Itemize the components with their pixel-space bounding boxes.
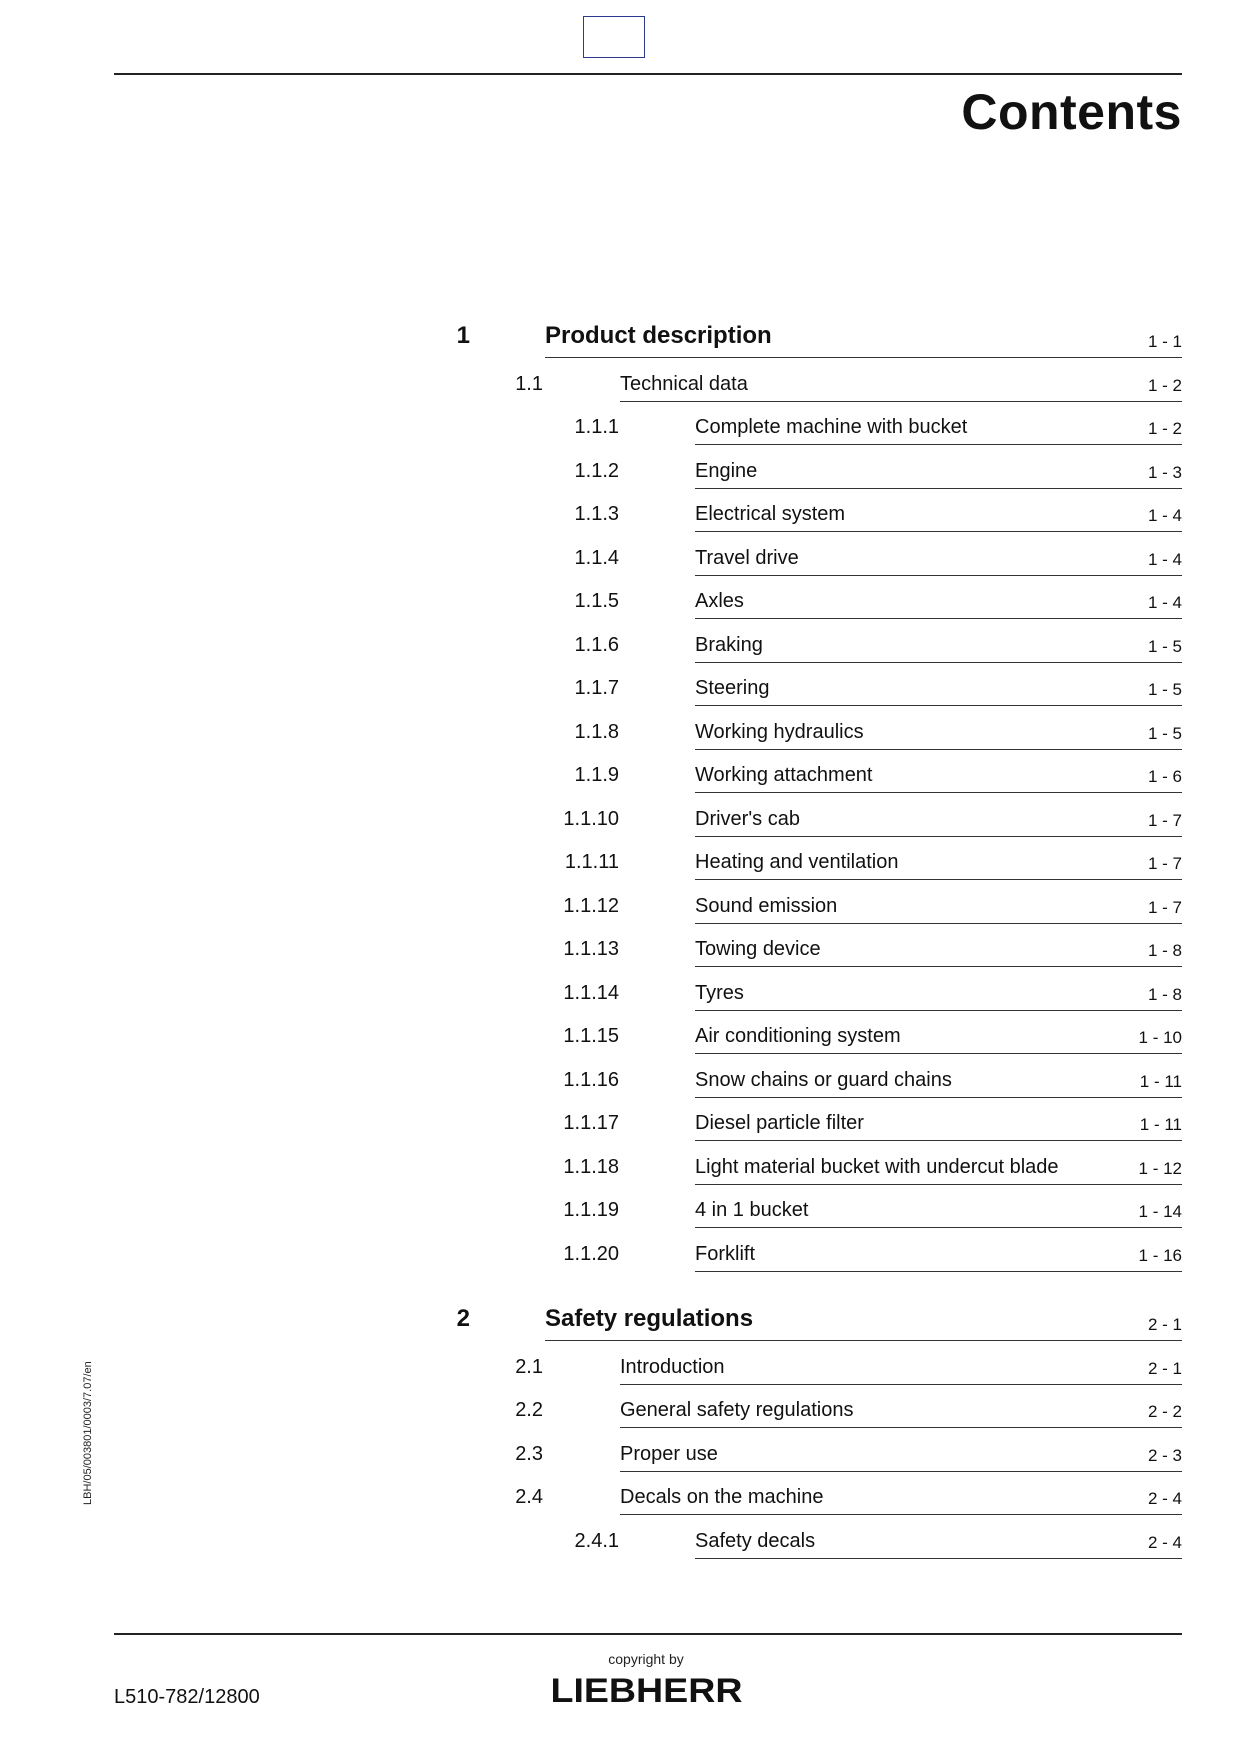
toc-entry-number: 2.4.1 xyxy=(574,1530,619,1552)
toc-entry-page: 2 - 1 xyxy=(1147,1359,1182,1378)
copyright-text: copyright by xyxy=(608,1651,684,1667)
toc-entry-title[interactable]: Safety regulations xyxy=(545,1305,754,1332)
toc-entry-title[interactable]: Snow chains or guard chains xyxy=(695,1069,952,1091)
toc-entry-title[interactable]: Travel drive xyxy=(695,547,799,569)
toc-entry-number: 1.1.8 xyxy=(574,721,619,743)
toc-entry-underline xyxy=(695,488,1182,489)
toc-entry[interactable] xyxy=(0,362,1240,406)
toc-entry[interactable] xyxy=(0,884,1240,928)
toc-entry-title[interactable]: Axles xyxy=(695,590,744,612)
toc-entry-page: 1 - 6 xyxy=(1147,767,1182,786)
document-code: LBH/05/003801/0003/7.07/en xyxy=(82,1361,94,1505)
toc-entry-underline xyxy=(620,1427,1182,1428)
toc-entry-page: 1 - 5 xyxy=(1147,724,1182,743)
toc-entry-page: 1 - 16 xyxy=(1138,1246,1182,1265)
toc-entry-page: 1 - 11 xyxy=(1139,1115,1182,1134)
toc-entry-title[interactable]: Braking xyxy=(695,634,763,656)
toc-entry-number: 1.1.3 xyxy=(574,503,619,525)
toc-entry-underline xyxy=(695,1053,1182,1054)
toc-entry-number: 1.1.15 xyxy=(563,1025,619,1047)
toc-entry[interactable] xyxy=(0,1058,1240,1102)
toc-entry[interactable] xyxy=(0,666,1240,710)
toc-entry-underline xyxy=(695,1097,1182,1098)
toc-entry-underline xyxy=(695,792,1182,793)
toc-entry[interactable] xyxy=(0,1014,1240,1058)
toc-entry-page: 1 - 4 xyxy=(1147,550,1182,569)
toc-entry-page: 1 - 2 xyxy=(1147,419,1182,438)
toc-entry-number: 1.1.16 xyxy=(563,1069,619,1091)
toc-entry-page: 1 - 7 xyxy=(1147,854,1182,873)
toc-entry-title[interactable]: Working hydraulics xyxy=(695,721,864,743)
toc-entry[interactable] xyxy=(0,492,1240,536)
toc-entry-page: 2 - 1 xyxy=(1147,1315,1182,1334)
toc-entry-page: 1 - 8 xyxy=(1147,941,1182,960)
toc-entry[interactable] xyxy=(0,623,1240,667)
toc-entry-page: 1 - 12 xyxy=(1138,1159,1182,1178)
toc-entry-page: 2 - 4 xyxy=(1147,1533,1182,1552)
toc-entry-underline xyxy=(545,1340,1182,1341)
toc-entry-page: 2 - 3 xyxy=(1147,1446,1182,1465)
toc-entry[interactable] xyxy=(0,710,1240,754)
toc-entry-number: 1.1.17 xyxy=(563,1112,619,1134)
toc-chapter[interactable] xyxy=(0,1301,1240,1345)
toc-entry-underline xyxy=(620,1471,1182,1472)
toc-entry-number: 2.2 xyxy=(515,1399,543,1421)
toc-entry[interactable] xyxy=(0,971,1240,1015)
toc-entry[interactable] xyxy=(0,1475,1240,1519)
toc-entry[interactable] xyxy=(0,753,1240,797)
toc-entry-page: 2 - 4 xyxy=(1147,1489,1182,1508)
toc-entry-title[interactable]: Introduction xyxy=(620,1356,725,1378)
toc-entry-title[interactable]: Engine xyxy=(695,460,758,482)
toc-entry[interactable] xyxy=(0,1188,1240,1232)
toc-entry-title[interactable]: Complete machine with bucket xyxy=(695,416,968,438)
toc-entry[interactable] xyxy=(0,797,1240,841)
toc-entry-number: 1.1.2 xyxy=(574,460,619,482)
toc-entry-number: 1.1.5 xyxy=(574,590,619,612)
toc-entry-title[interactable]: Forklift xyxy=(695,1243,755,1265)
footer-rule xyxy=(114,1633,1182,1635)
toc-entry-title[interactable]: Heating and ventilation xyxy=(695,851,899,873)
toc-entry-title[interactable]: Product description xyxy=(545,322,772,349)
toc-entry-number: 1 xyxy=(456,322,470,349)
toc-entry[interactable] xyxy=(0,449,1240,493)
toc-entry-page: 1 - 11 xyxy=(1139,1072,1182,1091)
toc-entry-number: 2.1 xyxy=(515,1356,543,1378)
toc-entry-underline xyxy=(695,1140,1182,1141)
toc-entry-number: 1.1.7 xyxy=(574,677,619,699)
toc-entry-page: 1 - 4 xyxy=(1147,506,1182,525)
toc-entry-page: 1 - 7 xyxy=(1147,811,1182,830)
toc-entry-page: 1 - 2 xyxy=(1147,376,1182,395)
toc-entry[interactable] xyxy=(0,579,1240,623)
toc-entry-title[interactable]: Decals on the machine xyxy=(620,1486,824,1508)
toc-entry-underline xyxy=(695,575,1182,576)
toc-entry-number: 1.1 xyxy=(515,373,543,395)
toc-entry[interactable] xyxy=(0,1345,1240,1389)
toc-entry-title[interactable]: 4 in 1 bucket xyxy=(695,1199,809,1221)
toc-entry-number: 1.1.12 xyxy=(563,895,619,917)
toc-entry-underline xyxy=(545,357,1182,358)
toc-entry[interactable] xyxy=(0,1101,1240,1145)
toc-entry-underline xyxy=(695,444,1182,445)
toc-entry-number: 1.1.1 xyxy=(574,416,619,438)
toc-entry-page: 1 - 10 xyxy=(1138,1028,1182,1047)
document-number: L510-782/12800 xyxy=(114,1686,260,1708)
toc-entry-underline xyxy=(695,749,1182,750)
liebherr-logo xyxy=(549,1672,744,1706)
toc-entry-number: 1.1.9 xyxy=(574,764,619,786)
toc-entry-underline xyxy=(695,1558,1182,1559)
toc-entry-underline xyxy=(695,879,1182,880)
toc-entry-number: 2.3 xyxy=(515,1443,543,1465)
toc-entry-underline xyxy=(695,1271,1182,1272)
toc-entry-number: 1.1.13 xyxy=(563,938,619,960)
toc-entry-underline xyxy=(695,1184,1182,1185)
toc-entry-underline xyxy=(620,401,1182,402)
toc-entry-title[interactable]: Safety decals xyxy=(695,1530,816,1552)
toc-entry-underline xyxy=(695,618,1182,619)
toc-entry[interactable] xyxy=(0,1432,1240,1476)
toc-entry-underline xyxy=(695,923,1182,924)
toc-entry-number: 1.1.14 xyxy=(563,982,619,1004)
toc-entry[interactable] xyxy=(0,1145,1240,1189)
toc-entry-underline xyxy=(695,1227,1182,1228)
toc-entry-title[interactable]: Driver's cab xyxy=(695,808,800,830)
toc-entry[interactable] xyxy=(0,840,1240,884)
toc-entry-title[interactable]: Proper use xyxy=(620,1443,718,1465)
toc-entry-number: 1.1.11 xyxy=(564,851,619,873)
toc-entry-underline xyxy=(695,531,1182,532)
toc-entry-page: 2 - 2 xyxy=(1147,1402,1182,1421)
toc-entry-number: 1.1.19 xyxy=(563,1199,619,1221)
toc-entry[interactable] xyxy=(0,405,1240,449)
toc-entry-page: 1 - 8 xyxy=(1147,985,1182,1004)
toc-entry-underline xyxy=(695,836,1182,837)
toc-entry-number: 2 xyxy=(456,1305,470,1332)
toc-entry-page: 1 - 7 xyxy=(1147,898,1182,917)
toc-entry[interactable] xyxy=(0,536,1240,580)
toc-entry-title[interactable]: Technical data xyxy=(620,373,748,395)
toc-entry-underline xyxy=(695,1010,1182,1011)
toc-entry[interactable] xyxy=(0,927,1240,971)
page-title: Contents xyxy=(961,84,1182,140)
toc-entry-title[interactable]: Tyres xyxy=(695,982,744,1004)
toc-entry-title[interactable]: Air conditioning system xyxy=(695,1025,901,1047)
toc-entry-title[interactable]: Sound emission xyxy=(695,895,838,917)
toc-entry-title[interactable]: Working attachment xyxy=(695,764,873,786)
toc-entry-page: 1 - 3 xyxy=(1147,463,1182,482)
header-box xyxy=(583,16,645,58)
toc-entry-title[interactable]: Diesel particle filter xyxy=(695,1112,864,1134)
logo-wordmark: LIEBHERR xyxy=(550,1672,743,1706)
toc-entry-underline xyxy=(620,1514,1182,1515)
toc-entry[interactable] xyxy=(0,1388,1240,1432)
header-rule xyxy=(114,73,1182,75)
toc-entry-number: 1.1.20 xyxy=(563,1243,619,1265)
toc-entry-page: 1 - 4 xyxy=(1147,593,1182,612)
toc-entry-underline xyxy=(695,966,1182,967)
toc-entry-underline xyxy=(620,1384,1182,1385)
toc-entry-page: 1 - 14 xyxy=(1138,1202,1182,1221)
toc-entry-underline xyxy=(695,662,1182,663)
toc-entry-title[interactable]: Steering xyxy=(695,677,770,699)
toc-entry-title[interactable]: General safety regulations xyxy=(620,1399,854,1421)
toc-entry-number: 1.1.4 xyxy=(574,547,619,569)
toc-entry[interactable] xyxy=(0,1519,1240,1563)
toc-entry-number: 2.4 xyxy=(515,1486,543,1508)
toc-chapter[interactable] xyxy=(0,318,1240,362)
toc-entry-title[interactable]: Electrical system xyxy=(695,503,846,525)
toc-entry-page: 1 - 5 xyxy=(1147,680,1182,699)
toc-entry-page: 1 - 1 xyxy=(1147,332,1182,351)
toc-entry-title[interactable]: Towing device xyxy=(695,938,821,960)
toc-entry-page: 1 - 5 xyxy=(1147,637,1182,656)
toc-entry-number: 1.1.6 xyxy=(574,634,619,656)
toc-entry[interactable] xyxy=(0,1232,1240,1276)
toc-entry-number: 1.1.10 xyxy=(563,808,619,830)
toc-entry-underline xyxy=(695,705,1182,706)
toc-entry-number: 1.1.18 xyxy=(563,1156,619,1178)
toc-entry-title[interactable]: Light material bucket with undercut blade xyxy=(695,1156,1059,1178)
